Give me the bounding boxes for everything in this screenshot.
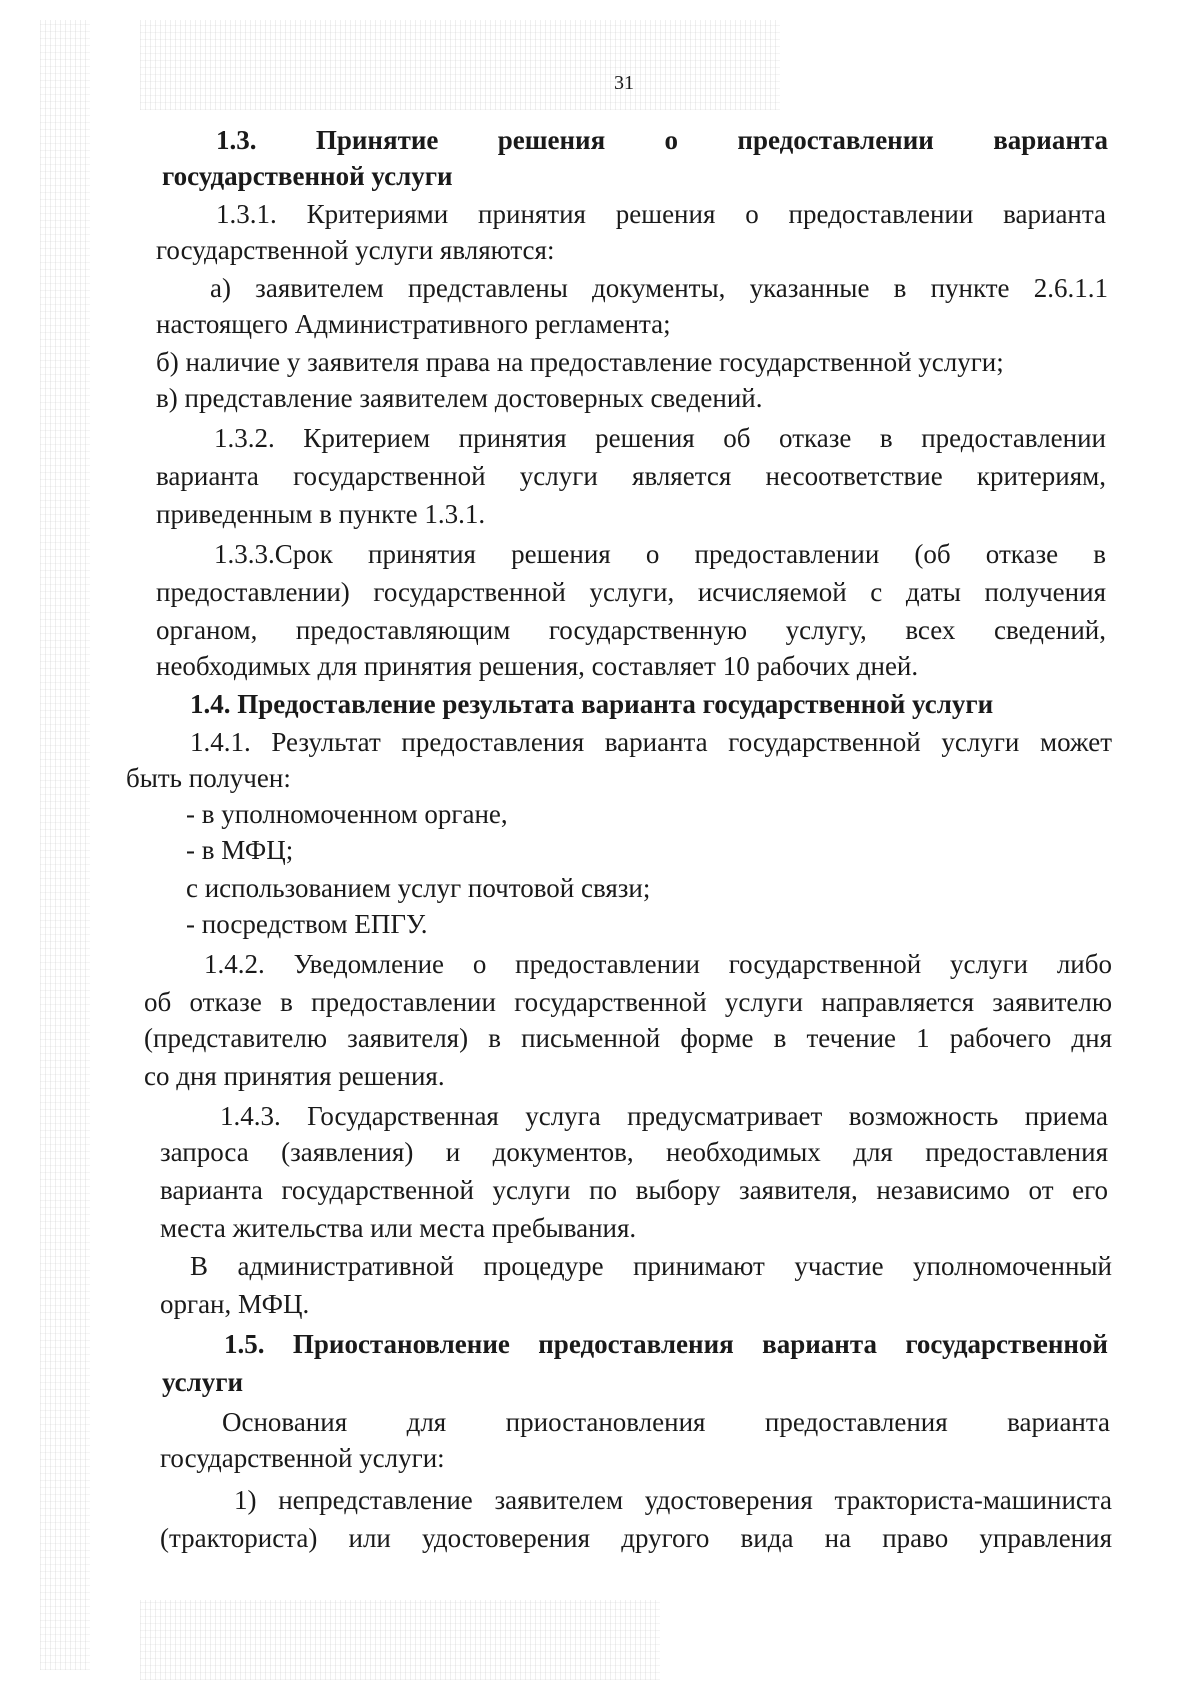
item-b: б) наличие у заявителя права на предоставление государственной услуги; xyxy=(156,347,1004,377)
ground-item-1: 1) непредставление заявителем удостоверения тракториста-машиниста xyxy=(234,1485,1112,1515)
list-item-authority: - в уполномоченном органе, xyxy=(186,799,508,829)
paragraph-1-4-2-end: со дня принятия решения. xyxy=(144,1061,445,1091)
paragraph-1-3-3-cont-2: органом, предоставляющим государственную услугу, всех сведений, xyxy=(156,615,1106,645)
paragraph-1-4-3-cont-2: варианта государственной услуги по выбору заявителя, независимо от его xyxy=(160,1175,1108,1205)
scan-noise-top xyxy=(140,20,780,110)
paragraph-participants-cont: орган, МФЦ. xyxy=(160,1289,310,1319)
paragraph-participants: В административной процедуре принимают участие уполномоченный xyxy=(190,1251,1112,1281)
paragraph-1-4-2: 1.4.2. Уведомление о предоставлении государственной услуги либо xyxy=(204,949,1112,979)
list-item-epgu: - посредством ЕПГУ. xyxy=(186,909,428,939)
scan-noise-left xyxy=(40,20,90,1670)
ground-item-1-cont: (тракториста) или удостоверения другого вида на право управления xyxy=(160,1523,1112,1553)
paragraph-1-4-3-end: места жительства или места пребывания. xyxy=(160,1213,637,1243)
paragraph-1-3-3: 1.3.3.Срок принятия решения о предоставлении (об отказе в xyxy=(214,539,1106,569)
section-1-4-title: 1.4. Предоставление результата варианта государственной услуги xyxy=(190,689,994,719)
paragraph-1-3-3-cont-1: предоставлении) государственной услуги, исчисляемой с даты получения xyxy=(156,577,1106,607)
section-1-3-title-cont: государственной услуги xyxy=(162,161,453,191)
paragraph-1-4-3-cont-1: запроса (заявления) и документов, необходимых для предоставления xyxy=(160,1137,1108,1167)
page-number: 31 xyxy=(614,72,634,94)
paragraph-1-4-1: 1.4.1. Результат предоставления варианта государственной услуги может xyxy=(190,727,1112,757)
paragraph-1-3-2-cont: варианта государственной услуги является несоответствие критериям, xyxy=(156,461,1106,491)
section-1-3-title: 1.3. Принятие решения о предоставлении варианта xyxy=(216,125,1108,155)
scan-noise-bottom xyxy=(140,1600,660,1680)
section-1-5-title-cont: услуги xyxy=(162,1367,244,1397)
item-a: а) заявителем представлены документы, указанные в пункте 2.6.1.1 xyxy=(210,273,1108,303)
paragraph-1-4-1-cont: быть получен: xyxy=(126,763,291,793)
paragraph-1-3-3-end: необходимых для принятия решения, составляет 10 рабочих дней. xyxy=(156,651,919,681)
paragraph-1-4-2-cont-2: (представителю заявителя) в письменной форме в течение 1 рабочего дня xyxy=(144,1023,1112,1053)
paragraph-1-3-1: 1.3.1. Критериями принятия решения о предоставлении варианта xyxy=(216,199,1106,229)
paragraph-1-3-2-end: приведенным в пункте 1.3.1. xyxy=(156,499,486,529)
item-a-cont: настоящего Административного регламента; xyxy=(156,309,671,339)
paragraph-grounds: Основания для приостановления предоставления варианта xyxy=(222,1407,1110,1437)
paragraph-1-3-2: 1.3.2. Критерием принятия решения об отказе в предоставлении xyxy=(214,423,1106,453)
list-item-mfc: - в МФЦ; xyxy=(186,835,294,865)
paragraph-grounds-cont: государственной услуги: xyxy=(160,1443,445,1473)
paragraph-1-4-2-cont-1: об отказе в предоставлении государственной услуги направляется заявителю xyxy=(144,987,1112,1017)
paragraph-1-4-3: 1.4.3. Государственная услуга предусматривает возможность приема xyxy=(220,1101,1108,1131)
paragraph-1-3-1-cont: государственной услуги являются: xyxy=(156,235,555,265)
item-v: в) представление заявителем достоверных сведений. xyxy=(156,383,763,413)
section-1-5-title: 1.5. Приостановление предоставления варианта государственной xyxy=(224,1329,1108,1359)
list-item-post: с использованием услуг почтовой связи; xyxy=(186,873,651,903)
